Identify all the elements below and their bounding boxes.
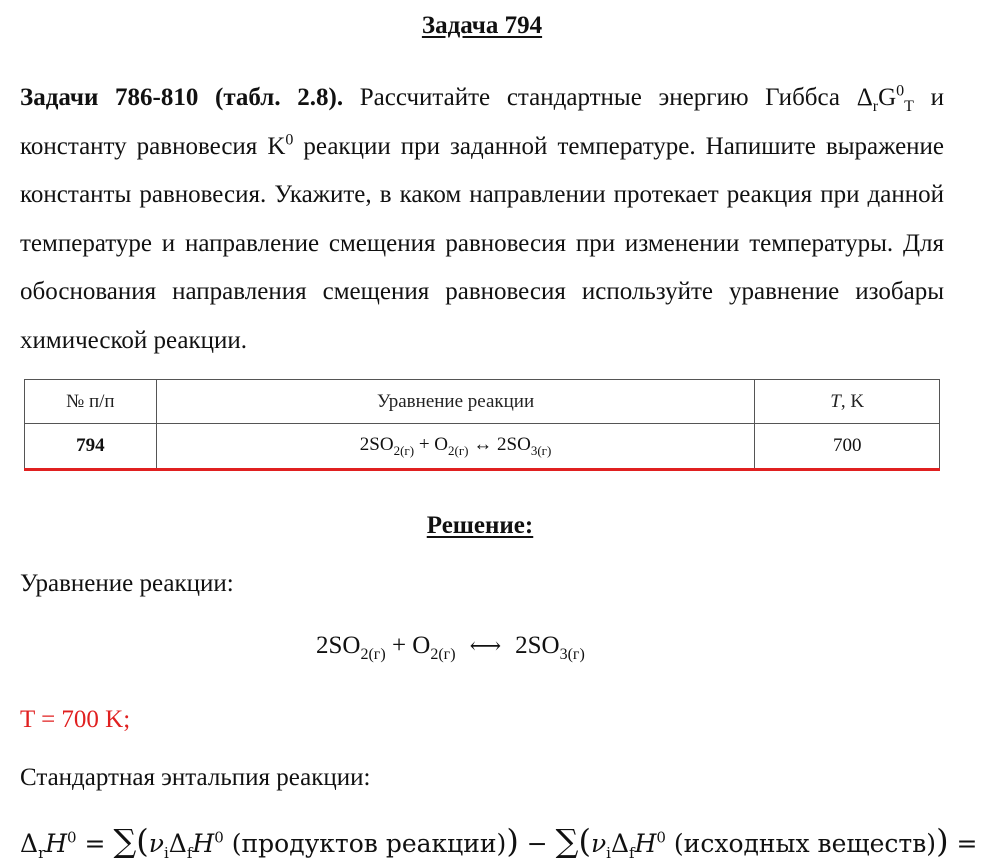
header-number: № п/п bbox=[25, 380, 157, 424]
k-superscript: 0 bbox=[285, 131, 294, 149]
enthalpy-formula: $\Delta_rH^0 = \sum(\nu_i\Delta_fH^0$ (продуктов реакции)) − $\sum(\nu_i\Delta_fH^0$ (исходных веществ)) = bbox=[20, 822, 978, 862]
table-header-row bbox=[25, 380, 940, 424]
problem-statement bbox=[20, 74, 944, 365]
enthalpy-label: Стандартная энтальпия реакции: bbox=[20, 764, 371, 791]
statement-text-2: и bbox=[930, 84, 945, 111]
task-title: Задача 794 bbox=[421, 12, 543, 39]
solution-title: Решение: bbox=[426, 512, 534, 539]
gibbs-energy-symbol: $\Delta_rG^0_T$ bbox=[856, 82, 914, 115]
cell-equation: $2SO_{2(г)} + O_{2(г)}$ ↔ $2SO_{3(г)}$ bbox=[156, 424, 755, 470]
equilibrium-arrow-icon: ⟷ bbox=[469, 634, 502, 659]
cell-temperature: 700 bbox=[755, 424, 940, 470]
equation-label: Уравнение реакции: bbox=[20, 570, 234, 597]
sum-symbol-icon: ∑ bbox=[113, 822, 137, 860]
reaction-equation: $2SO_{2(г)} + O_{2(г)}$ ⟷ $2SO_{3(г)}$ bbox=[316, 632, 585, 663]
temperature-line: T = 700 K; bbox=[20, 706, 131, 733]
statement-text-4: реакции при заданной температуре. Напишите bbox=[303, 132, 816, 160]
statement-bold-prefix: Задачи 786-810 (табл. 2.8). bbox=[20, 84, 344, 111]
statement-text-1: Рассчитайте стандартные энергию Гиббса bbox=[359, 84, 841, 111]
table-row bbox=[25, 424, 940, 470]
statement-text-3: константу равновесия K bbox=[20, 132, 286, 160]
statement-text-5: выражение константы равновесия. Укажите, в каком направлении протекает реакция при данной температуре и направление смещения равновесия при изменении температуры. Для обоснования направления смещения равновесия используйте уравнение изобары химической реакции. bbox=[20, 132, 945, 354]
reaction-table bbox=[24, 379, 940, 471]
header-equation: Уравнение реакции bbox=[156, 380, 755, 424]
cell-number: 794 bbox=[25, 424, 157, 470]
header-temperature: T, K bbox=[755, 380, 940, 424]
